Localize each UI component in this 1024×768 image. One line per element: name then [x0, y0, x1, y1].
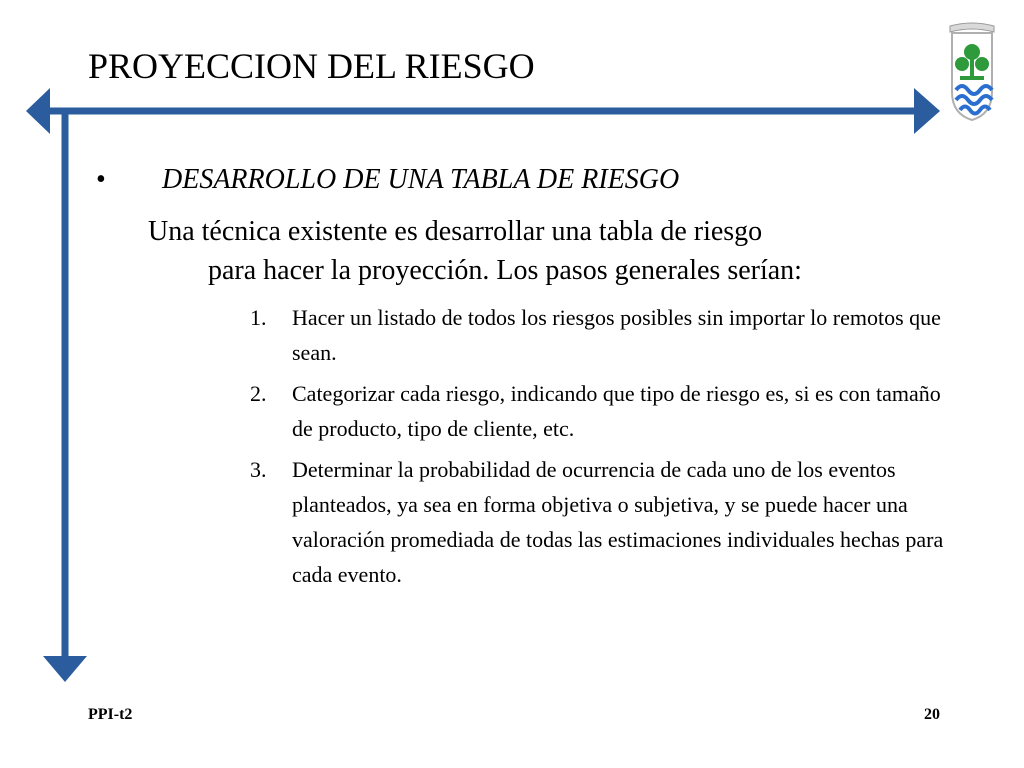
- intro-line: Una técnica existente es desarrollar una tabla de riesgo: [148, 216, 763, 247]
- bullet-heading: [96, 162, 679, 198]
- section-heading: DESARROLLO DE UNA TABLA DE RIESGO: [162, 164, 680, 195]
- steps-list: [246, 300, 946, 598]
- slide-title: PROYECCION DEL RIESGO: [88, 46, 535, 86]
- list-item: [246, 376, 946, 446]
- step-text: Categorizar cada riesgo, indicando que tipo de riesgo es, si es con tamaño de producto, tipo de cliente, etc.: [292, 381, 941, 441]
- arrow-down-head-icon: [43, 656, 87, 682]
- intro-line: para hacer la proyección. Los pasos generales serían:: [208, 255, 802, 286]
- step-number: 3.: [250, 457, 267, 482]
- intro-paragraph: [148, 212, 948, 290]
- arrow-right-head-icon: [914, 88, 940, 134]
- arrow-left-head-icon: [26, 88, 50, 134]
- list-item: [246, 300, 946, 370]
- step-number: 1.: [250, 305, 267, 330]
- vertical-arrow: [43, 111, 87, 682]
- step-text: Determinar la probabilidad de ocurrencia de cada uno de los eventos planteados, ya sea en forma objetiva o subjetiva, y se puede hacer una valoración promediada de todas las estimaciones individuales hechas para cada evento.: [292, 457, 944, 587]
- footer-course-code: PPI-t2: [88, 706, 133, 723]
- step-number: 2.: [250, 381, 267, 406]
- crest-logo: [944, 22, 1000, 122]
- bullet-icon: •: [96, 164, 106, 195]
- horizontal-arrow: [26, 88, 940, 134]
- step-text: Hacer un listado de todos los riesgos posibles sin importar lo remotos que sean.: [292, 305, 941, 365]
- list-item: [246, 452, 946, 592]
- page-number: 20: [924, 706, 940, 723]
